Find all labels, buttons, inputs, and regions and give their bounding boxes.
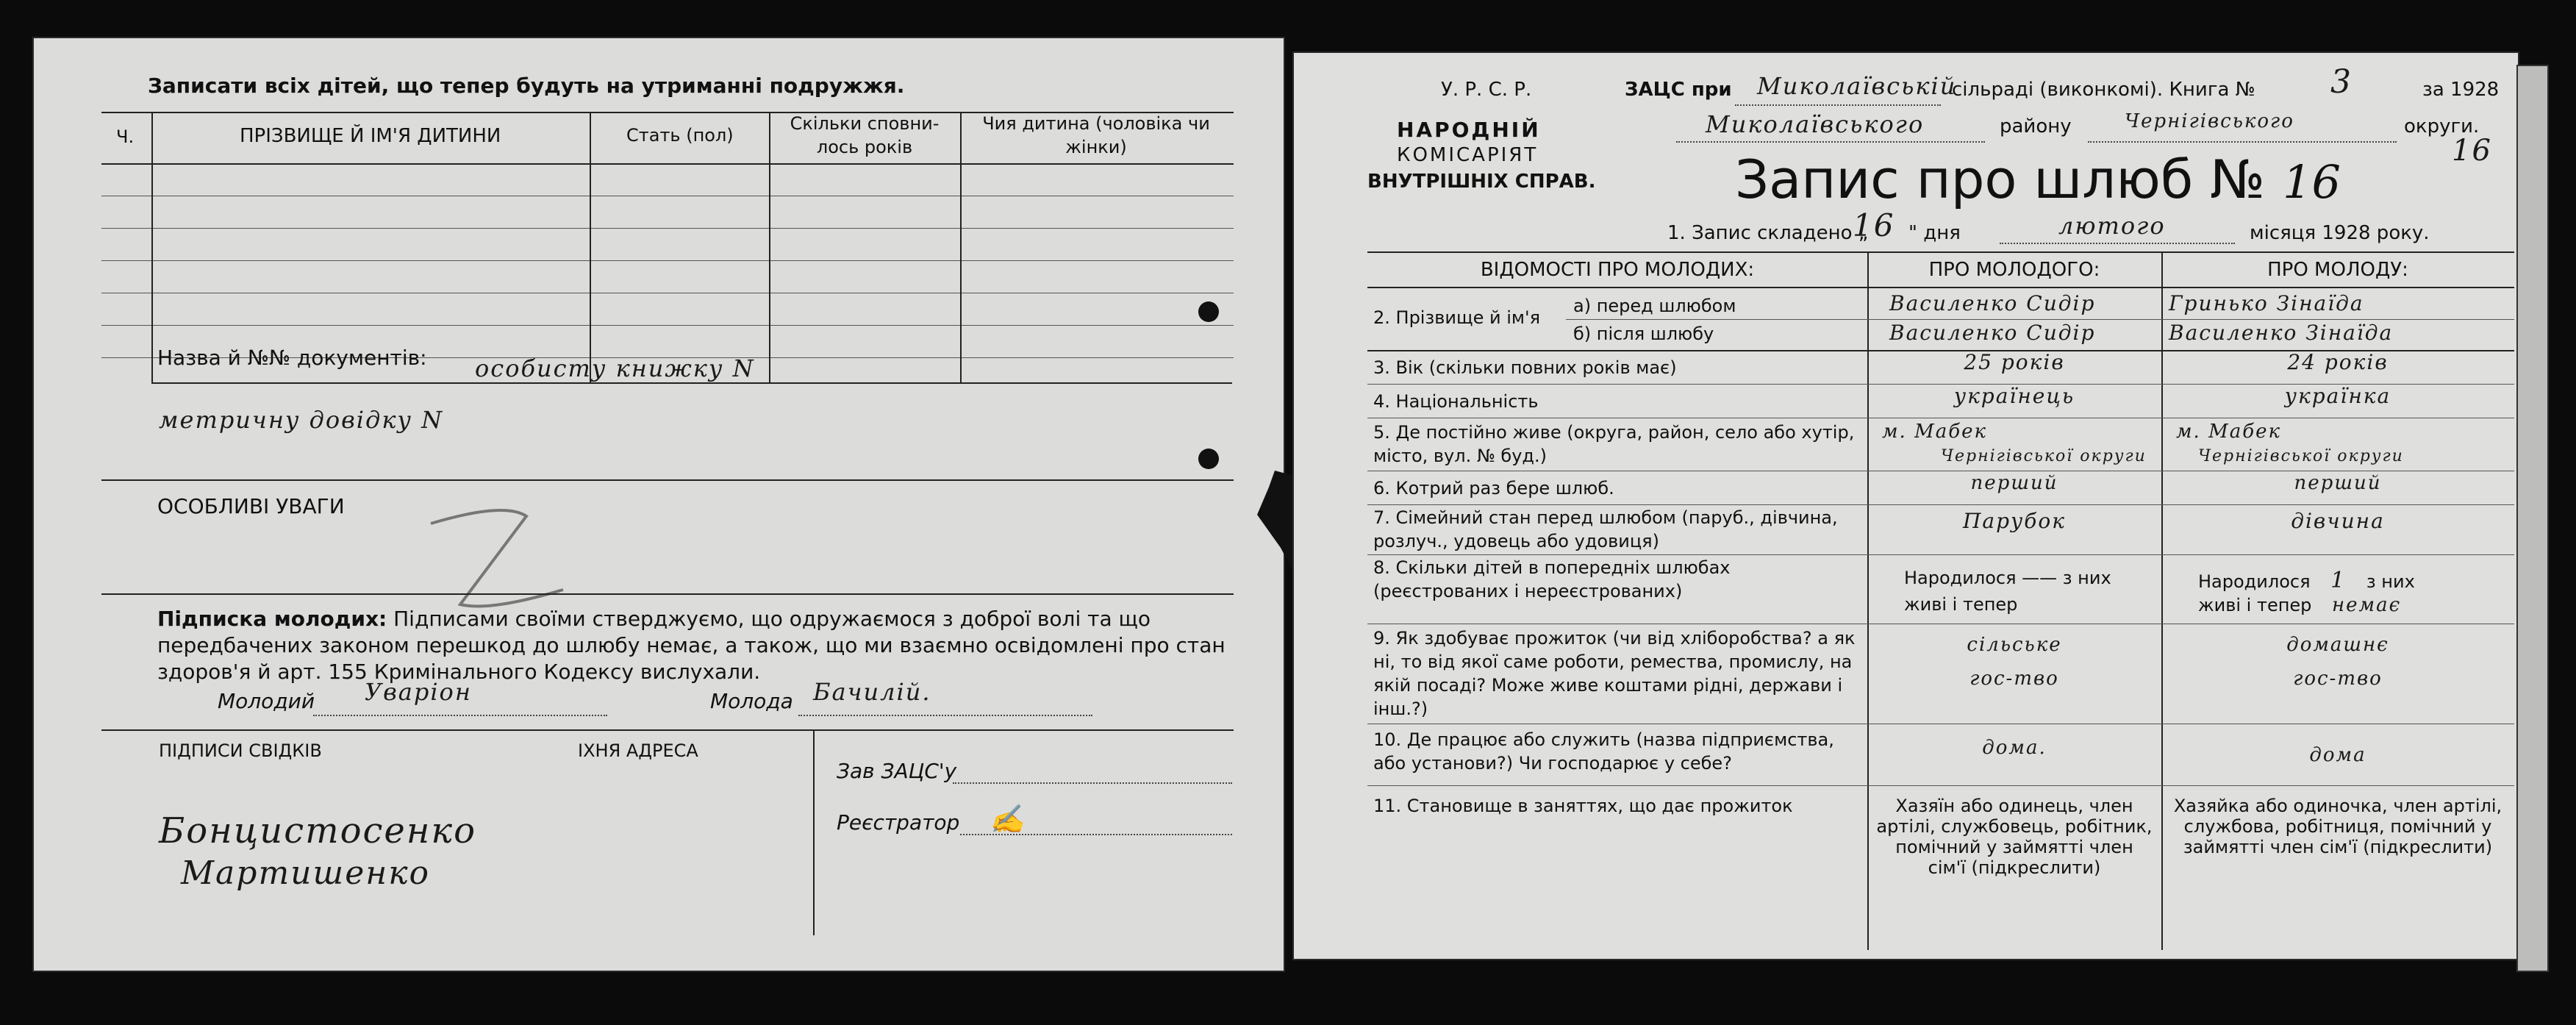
groom-marital-status: Парубок bbox=[1963, 509, 2066, 533]
bride-name-before: Гринько Зінаїда bbox=[2169, 291, 2364, 315]
witness-1: Бонцистосенко bbox=[159, 810, 476, 851]
republic: У. Р. С. Р. bbox=[1441, 79, 1532, 101]
bride-residence-2: Чернігівської округи bbox=[2198, 447, 2404, 465]
row-children-label: 8. Скільки дітей в попередніх шлюбах (реєстрованих і нереєстрованих) bbox=[1373, 557, 1731, 601]
witness-2: Мартишенко bbox=[181, 854, 430, 892]
okrug-label: округи. bbox=[2404, 115, 2480, 138]
groom-nationality: українець bbox=[1953, 384, 2075, 408]
groom-workplace: дома. bbox=[1982, 737, 2047, 759]
composed-year: місяця 1928 року. bbox=[2250, 222, 2430, 244]
composed-month: лютого bbox=[2058, 212, 2166, 240]
commissariat-2: КОМІСАРІЯТ bbox=[1397, 144, 1539, 166]
groom-children-alive: живі і тепер bbox=[1904, 594, 2018, 615]
groom-occupation: Хазяїн або одинець, член артілі, службовець, робітник, помічний у займятті член сім'ї (підкреслити) bbox=[1876, 796, 2153, 878]
groom-residence-2: Чернігівської округи bbox=[1941, 447, 2147, 465]
bride-signature: Бачилій. bbox=[813, 678, 931, 706]
bride-label: Молода bbox=[710, 689, 793, 713]
notes-label: ОСОБЛИВІ УВАГИ bbox=[157, 494, 345, 518]
margin-no: 16 bbox=[2452, 134, 2492, 168]
binding-hole bbox=[1198, 449, 1219, 469]
groom-livelihood-1: сільське bbox=[1967, 634, 2062, 656]
bride-marital-status: дівчина bbox=[2291, 509, 2385, 533]
groom-label: Молодий bbox=[218, 689, 315, 713]
composed-day-label: " дня bbox=[1908, 222, 1961, 244]
district-label: району bbox=[2000, 115, 2072, 138]
book-no: 3 bbox=[2330, 63, 2353, 101]
bride-children-born: Народилося 1 з них bbox=[2198, 568, 2415, 593]
row-occupation-label: 11. Становище в заняттях, що дає прожиток bbox=[1373, 796, 1793, 816]
groom-residence-1: м. Мабек bbox=[1882, 421, 1987, 443]
bride-children-alive: живі і тепер немає bbox=[2198, 594, 2402, 616]
okrug-value: Чернігівського bbox=[2125, 110, 2294, 132]
col-child-name: ПРІЗВИЩЕ Й ІМ'Я ДИТИНИ bbox=[240, 125, 501, 147]
row-age-label: 3. Вік (скільки повних років має) bbox=[1373, 357, 1677, 378]
signature-block: Підписка молодих: Підписами своїми стверджуємо, що одружаємося з доброї волі та що передбачених законом перешкод до шлюбу немає, а також, що ми взаємно освідомлені про стан здоров'я й арт. 155 Кримінального Кодексу вислухали. bbox=[157, 607, 1226, 684]
docs-label: Назва й №№ документів: bbox=[157, 346, 427, 370]
bride-age: 24 років bbox=[2287, 350, 2389, 374]
row-name-sub-a: а) перед шлюбом bbox=[1573, 296, 1736, 316]
right-page-edge bbox=[2518, 66, 2547, 971]
bride-name-after: Василенко Зінаїда bbox=[2169, 321, 2394, 345]
docs-value-1: особисту книжку N bbox=[475, 354, 755, 382]
row-residence-label: 5. Де постійно живе (округа, район, село або хутір, місто, вул. № буд.) bbox=[1373, 422, 1855, 466]
commissariat-3: ВНУТРІШНІХ СПРАВ. bbox=[1367, 171, 1596, 193]
col-groom: ПРО МОЛОДОГО: bbox=[1928, 259, 2100, 281]
zags-village: Миколаївській bbox=[1757, 72, 1957, 100]
col-age: Скільки сповни-лось років bbox=[790, 113, 940, 157]
row-marital-status-label: 7. Сімейний стан перед шлюбом (паруб., дівчина, розлуч., удовець або удовиця) bbox=[1373, 507, 1838, 551]
bride-nationality: українка bbox=[2284, 384, 2391, 408]
groom-signature: Уваріон bbox=[365, 678, 472, 706]
head-label: Зав ЗАЦС'у bbox=[837, 759, 957, 783]
registrar-signature-mark: ✍ bbox=[990, 803, 1026, 835]
groom-age: 25 років bbox=[1964, 350, 2065, 374]
left-page bbox=[34, 38, 1284, 971]
composed-prefix: 1. Запис складено „ bbox=[1667, 222, 1869, 244]
composed-day: 16 bbox=[1853, 207, 1895, 243]
col-bride: ПРО МОЛОДУ: bbox=[2267, 259, 2408, 281]
col-info: ВІДОМОСТІ ПРО МОЛОДИХ: bbox=[1480, 259, 1755, 281]
docs-value-2: метричну довідку N bbox=[159, 406, 444, 434]
col-whose: Чия дитина (чоловіка чи жінки) bbox=[982, 113, 1210, 157]
binding-hole bbox=[1198, 301, 1219, 322]
year-label: за 1928 bbox=[2422, 79, 2500, 101]
groom-livelihood-2: гос-тво bbox=[1969, 668, 2059, 690]
bride-occupation: Хазяйка або одиночка, член артілі, службова, робітниця, помічний у займятті член сім'ї (підкреслити) bbox=[2173, 796, 2502, 857]
bride-workplace: дома bbox=[2309, 744, 2366, 766]
groom-name-after: Василенко Сидір bbox=[1889, 321, 2096, 345]
row-name-label: 2. Прізвище й ім'я bbox=[1373, 307, 1541, 328]
col-no: Ч. bbox=[116, 126, 135, 147]
village-council: сільраді (виконкомі). Книга № bbox=[1952, 79, 2255, 101]
record-title: Запис про шлюб № 16 bbox=[1735, 149, 2341, 210]
bride-livelihood-2: гос-тво bbox=[2293, 668, 2383, 690]
row-nationality-label: 4. Національність bbox=[1373, 391, 1539, 412]
zags-prefix: ЗАЦС при bbox=[1625, 79, 1732, 101]
groom-marriage-count: перший bbox=[1970, 472, 2058, 494]
bride-livelihood-1: домашнє bbox=[2286, 634, 2389, 656]
bride-residence-1: м. Мабек bbox=[2176, 421, 2281, 443]
right-page bbox=[1294, 53, 2518, 959]
registrar-label: Реєстратор bbox=[837, 810, 960, 835]
row-livelihood-label: 9. Як здобуває прожиток (чи від хліборобства? а як ні, то від якої саме роботи, ремества, промислу, на якій посаді? Може живе коштами рідні, держави і інш.?) bbox=[1373, 628, 1856, 719]
bride-marriage-count: перший bbox=[2294, 472, 2382, 494]
district-value: Миколаївського bbox=[1706, 110, 1925, 138]
children-header: Записати всіх дітей, що тепер будуть на утриманні подружжя. bbox=[148, 74, 905, 98]
row-workplace-label: 10. Де працює або служить (назва підприємства, або установи?) Чи господарює у себе? bbox=[1373, 729, 1834, 774]
row-name-sub-b: б) після шлюбу bbox=[1573, 324, 1714, 344]
col-sex: Стать (пол) bbox=[626, 125, 734, 146]
commissariat-1: НАРОДНІЙ bbox=[1397, 118, 1541, 142]
witnesses-label: ПІДПИСИ СВІДКІВ bbox=[159, 740, 322, 761]
row-marriage-count-label: 6. Котрий раз бере шлюб. bbox=[1373, 478, 1614, 499]
groom-children-born: Народилося —— з них bbox=[1904, 568, 2111, 588]
groom-name-before: Василенко Сидір bbox=[1889, 291, 2096, 315]
address-label: ІХНЯ АДРЕСА bbox=[578, 740, 698, 761]
